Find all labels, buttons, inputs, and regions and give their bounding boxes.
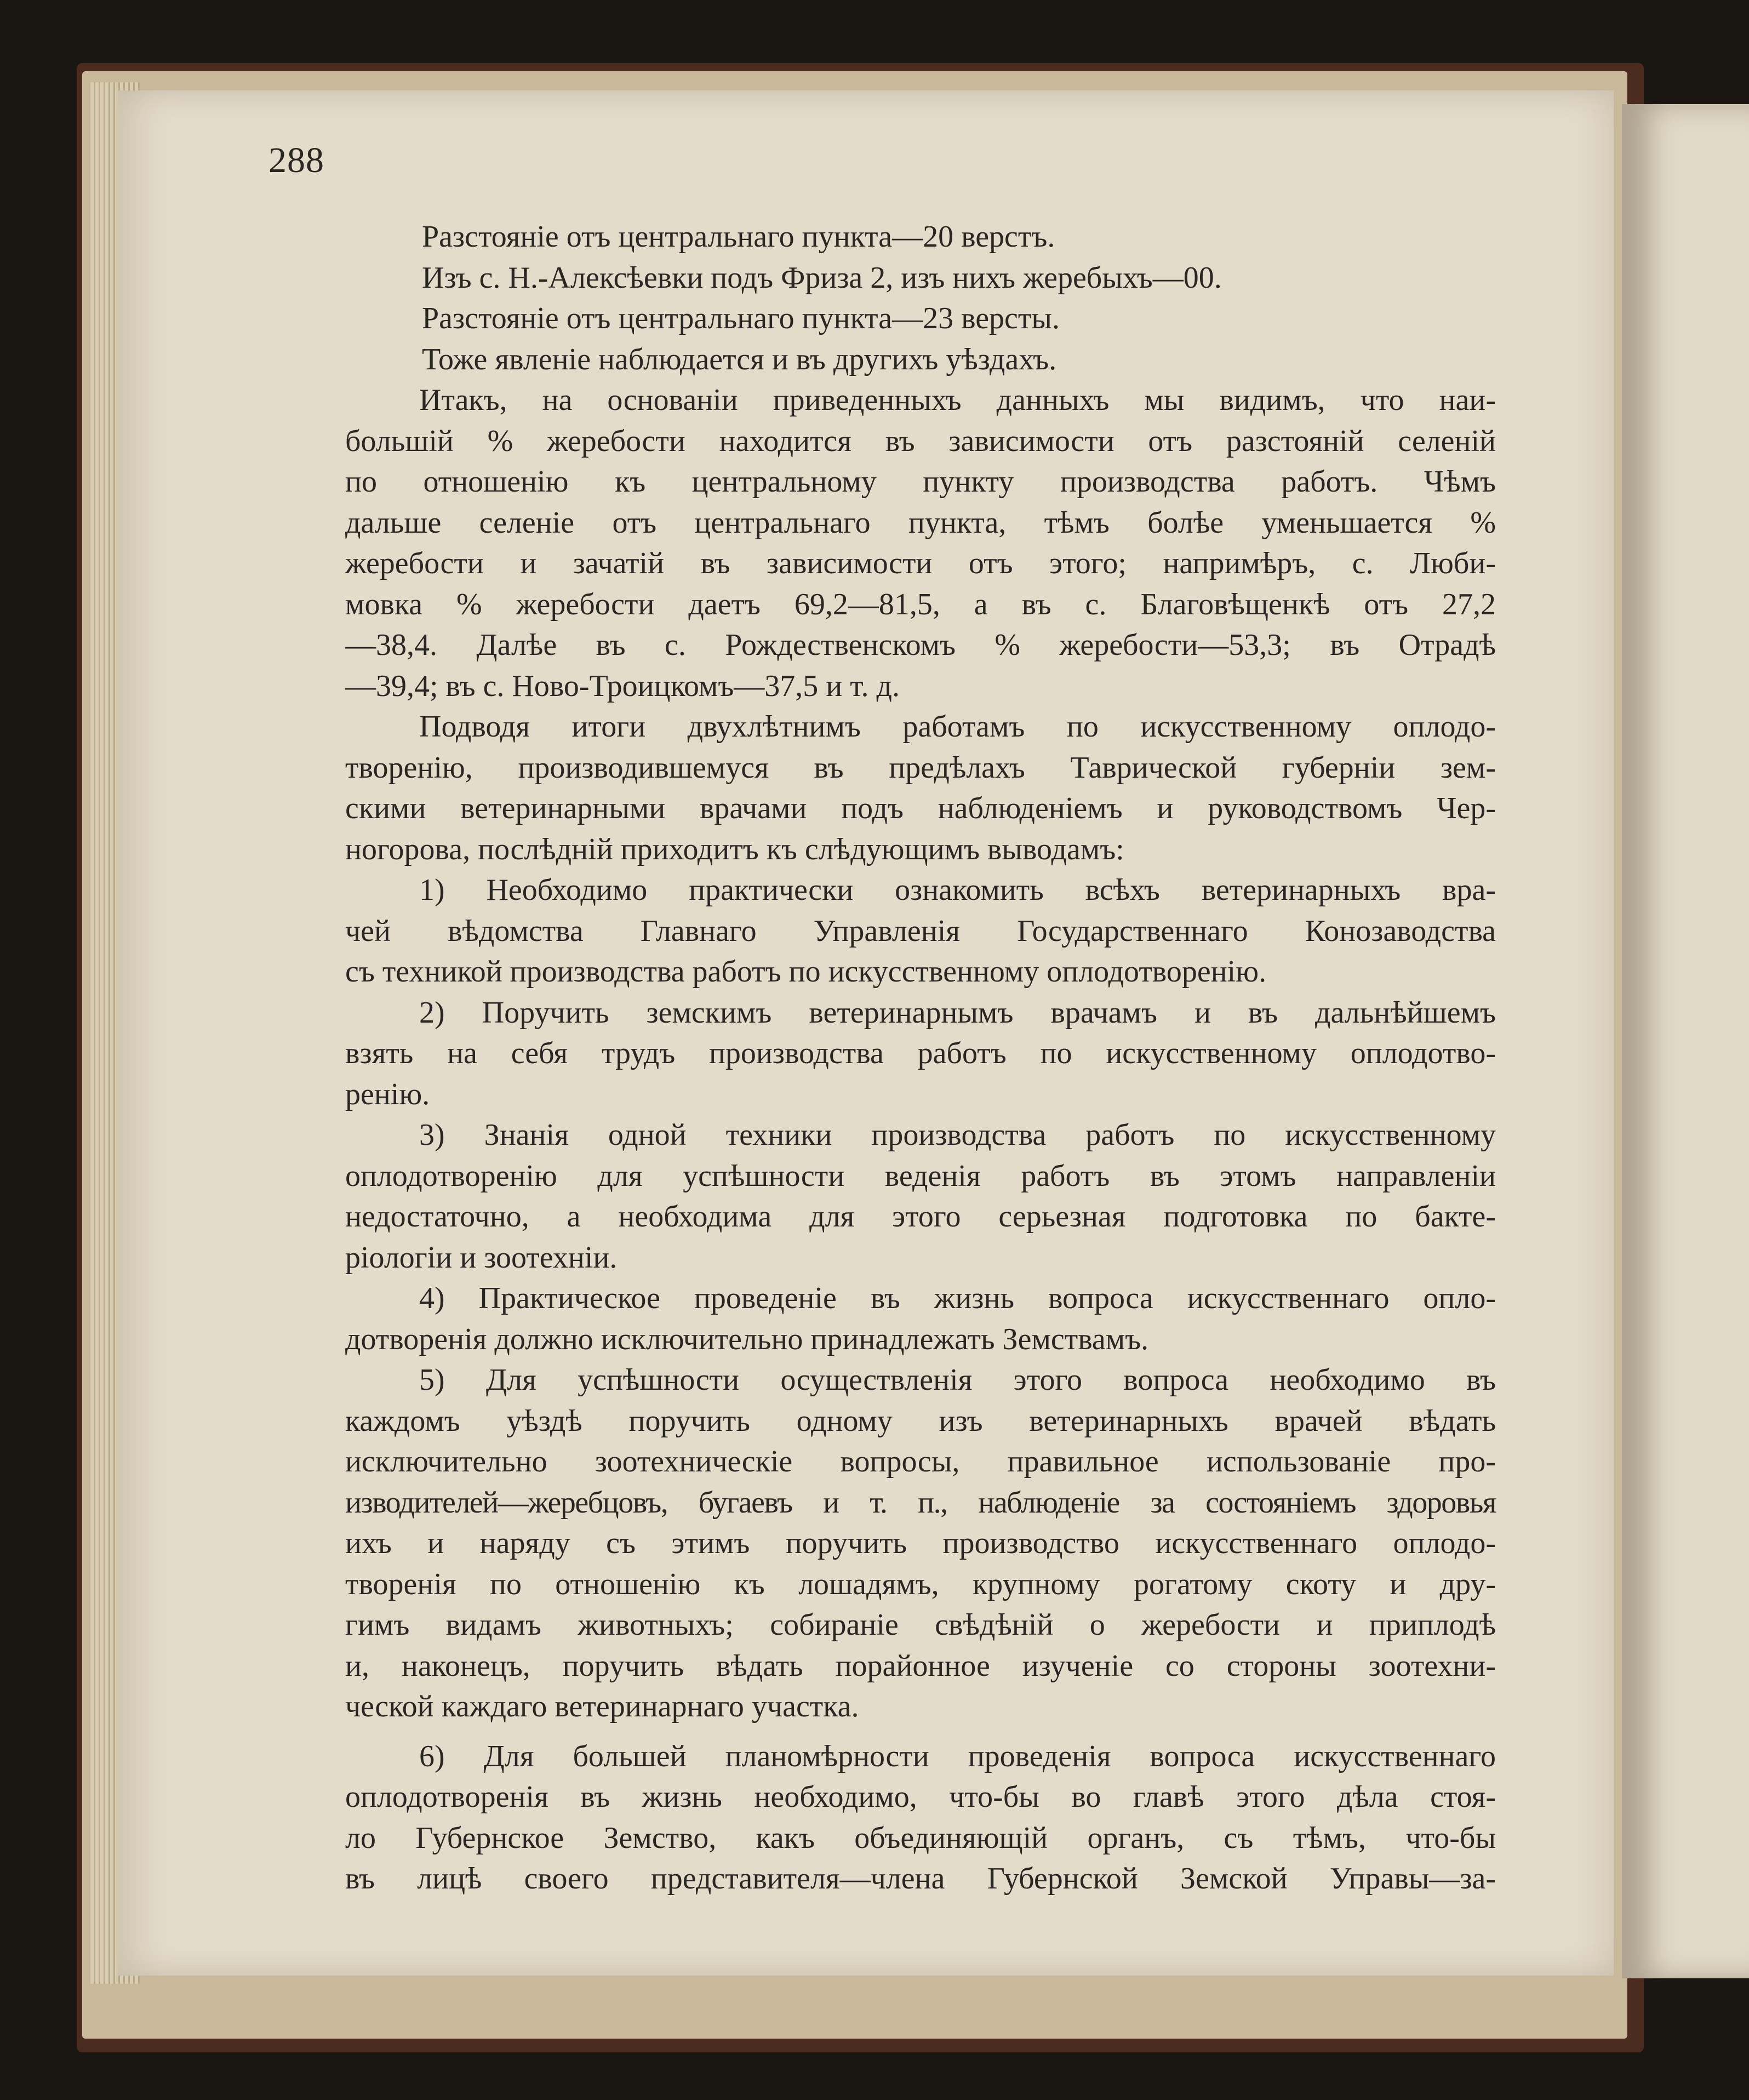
text-line: 1) Необходимо практически ознакомить всѣхъ ветеринарныхъ вра-: [419, 873, 1496, 907]
page-number: 288: [268, 140, 324, 180]
text-line: Итакъ, на основанiи приведенныхъ данныхъ мы видимъ, что наи-: [419, 383, 1496, 417]
text-line: 5) Для успѣшности осуществленiя этого вопроса необходимо въ: [419, 1363, 1496, 1397]
text-line: ногорова, послѣднiй приходитъ къ слѣдующимъ выводамъ:: [345, 832, 1124, 866]
text-line: 4) Практическое проведенiе въ жизнь вопроса искусственнаго опло-: [419, 1281, 1496, 1315]
text-line: ренiю.: [345, 1077, 430, 1111]
text-line: дальше селенiе отъ центральнаго пункта, тѣмъ болѣе уменьшается %: [345, 505, 1496, 540]
text-line: ло Губернское Земство, какъ объединяющiй органъ, съ тѣмъ, что-бы: [345, 1821, 1496, 1855]
text-line: Тоже явленiе наблюдается и въ другихъ уѣздахъ.: [422, 342, 1057, 376]
text-line: ческой каждаго ветеринарнаго участка.: [345, 1690, 859, 1724]
text-line: скими ветеринарными врачами подъ наблюденiемъ и руководствомъ Чер-: [345, 791, 1496, 825]
text-line: творенiю, производившемуся въ предѣлахъ Таврической губернiи зем-: [345, 750, 1496, 785]
text-line: взять на себя трудъ производства работъ по искусственному оплодотво-: [345, 1036, 1496, 1070]
text-line: недостаточно, а необходима для этого серьезная подготовка по бакте-: [345, 1200, 1496, 1234]
text-line: Подводя итоги двухлѣтнимъ работамъ по искусственному оплодо-: [419, 710, 1496, 744]
text-line: мовка % жеребости даетъ 69,2—81,5, а въ с. Благовѣщенкѣ отъ 27,2: [345, 587, 1496, 621]
text-line: дотворенiя должно исключительно принадлежать Земствамъ.: [345, 1322, 1149, 1356]
text-line: 6) Для большей планомѣрности проведенiя вопроса искусственнаго: [419, 1739, 1496, 1773]
text-line: чей вѣдомства Главнаго Управленiя Государственнаго Конозаводства: [345, 914, 1496, 948]
text-line: и, наконецъ, поручить вѣдать порайонное изученiе со стороны зоотехни-: [345, 1648, 1496, 1683]
text-line: изводителей—жеребцовъ, бугаевъ и т. п., наблюденiе за состоянiемъ здоровья: [345, 1485, 1496, 1520]
text-line: 3) Знанiя одной техники производства работъ по искусственному: [419, 1118, 1496, 1152]
text-line: Изъ с. Н.-Алексѣевки подъ Фриза 2, изъ нихъ жеребыхъ—00.: [422, 260, 1222, 295]
text-line: творенiя по отношенiю къ лошадямъ, крупному рогатому скоту и дру-: [345, 1567, 1496, 1601]
text-line: гимъ видамъ животныхъ; собиранiе свѣдѣнiй о жеребости и приплодѣ: [345, 1608, 1496, 1642]
text-line: оплодотворенiя въ жизнь необходимо, что-бы во главѣ этого дѣла стоя-: [345, 1780, 1496, 1814]
text-line: оплодотворенiю для успѣшности веденiя работъ въ этомъ направленiи: [345, 1159, 1496, 1193]
text-line: исключительно зоотехническiе вопросы, правильное использованiе про-: [345, 1445, 1496, 1479]
text-line: съ техникой производства работъ по искусственному оплодотворенiю.: [345, 955, 1267, 989]
text-line: большiй % жеребости находится въ зависимости отъ разстоянiй селенiй: [345, 424, 1496, 458]
text-line: ихъ и наряду съ этимъ поручить производство искусственнаго оплодо-: [345, 1526, 1496, 1560]
text-line: Разстоянiе отъ центральнаго пункта—23 версты.: [422, 301, 1060, 335]
text-line: каждомъ уѣздѣ поручить одному изъ ветеринарныхъ врачей вѣдать: [345, 1403, 1496, 1438]
text-line: жеребости и зачатiй въ зависимости отъ этого; напримѣръ, с. Люби-: [345, 546, 1496, 580]
text-line: —39,4; въ с. Ново-Троицкомъ—37,5 и т. д.: [345, 669, 900, 703]
text-line: по отношенiю къ центральному пункту производства работъ. Чѣмъ: [345, 465, 1496, 499]
text-line: —38,4. Далѣе въ с. Рождественскомъ % жеребости—53,3; въ Отрадѣ: [345, 628, 1496, 662]
text-line: въ лицѣ своего представителя—члена Губернской Земской Управы—за-: [345, 1862, 1496, 1896]
text-line: 2) Поручить земскимъ ветеринарнымъ врачамъ и въ дальнѣйшемъ: [419, 995, 1496, 1030]
text-line: рiологiи и зоотехнiи.: [345, 1240, 618, 1275]
facing-page-edge: [1622, 104, 1749, 1978]
page-text: [345, 216, 1496, 1899]
text-line: Разстоянiе отъ центральнаго пункта—20 верстъ.: [422, 220, 1055, 254]
